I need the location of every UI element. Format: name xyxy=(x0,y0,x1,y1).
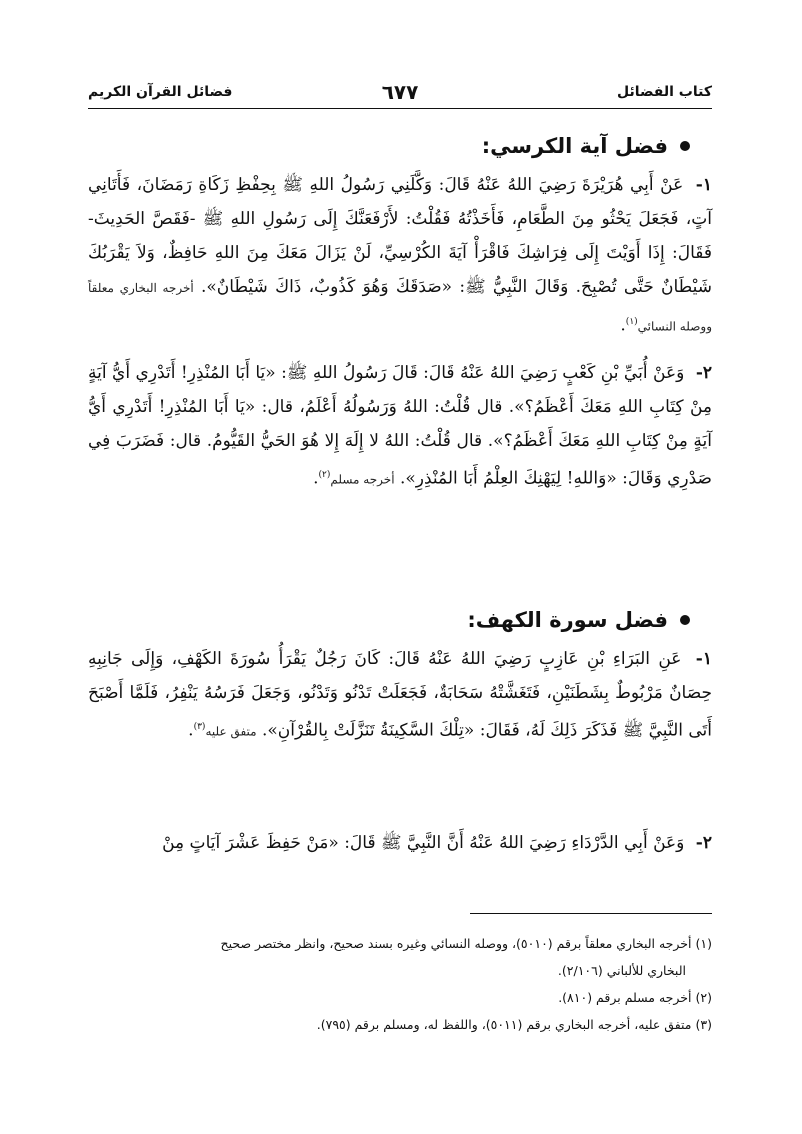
hadith-number: ١- xyxy=(695,649,712,669)
footnote-rule xyxy=(470,913,712,914)
hadith-source: أخرجه البخاري معلقاً ووصله النسائي xyxy=(88,281,712,334)
footnote-ref: (٢) xyxy=(318,470,331,480)
bullet-icon xyxy=(680,141,690,151)
footnotes xyxy=(88,930,712,1038)
hadith-text: وَعَنْ أُبَيِّ بْنِ كَعْبٍ رَضِيَ اللهُ عَنْهُ قَالَ: قَالَ رَسُولُ اللهِ ﷺ: «يَا أَبَا المُنْذِرِ! أَتَدْرِي أَيُّ آيَةٍ مِنْ كِتَابِ اللهِ مَعَكَ أَعْظَمُ؟». قال قُلْتُ: اللهُ وَرَسُولُهُ أَعْلَمُ، قال: «يَا أَبَا المُنْذِرِ! أَتَدْرِي أَيُّ آيَةٍ مِنْ كِتَابِ اللهِ مَعَكَ أَعْظَمُ؟». قال قُلْتُ: اللهُ لا إِلَهَ إِلا هُوَ الحَيُّ القَيُّومُ. قال: فَضَرَبَ فِي صَدْرِي وَقَالَ: «وَاللهِ! لِيَهْنِكَ العِلْمُ أَبَا المُنْذِرِ». xyxy=(88,363,712,489)
header-rule xyxy=(88,108,712,109)
hadith-paragraph: ٢- وَعَنْ أُبَيِّ بْنِ كَعْبٍ رَضِيَ اللهُ عَنْهُ قَالَ: قَالَ رَسُولُ اللهِ ﷺ: «يَا أَبَا المُنْذِرِ! أَتَدْرِي أَيُّ آيَةٍ مِنْ كِتَابِ اللهِ مَعَكَ أَعْظَمُ؟». قال قُلْتُ: اللهُ وَرَسُولُهُ أَعْلَمُ، قال: «يَا أَبَا المُنْذِرِ! أَتَدْرِي أَيُّ آيَةٍ مِنْ كِتَابِ اللهِ مَعَكَ أَعْظَمُ؟». قال قُلْتُ: اللهُ لا إِلَهَ إِلا هُوَ الحَيُّ القَيُّومُ. قال: فَضَرَبَ فِي صَدْرِي وَقَالَ: «وَاللهِ! لِيَهْنِكَ العِلْمُ أَبَا المُنْذِرِ». أخرجه مسلم$^{(٢)}$. xyxy=(88,363,713,489)
hadith-number: ٢- xyxy=(695,363,713,383)
footnote-text: أخرجه البخاري معلقاً برقم (٥٠١٠)، ووصله النسائي وغيره بسند صحيح، وانظر مختصر صحيح xyxy=(220,936,692,951)
footnote-ref: (٣) xyxy=(193,722,206,732)
hadith-text: عَنْ أَبِي هُرَيْرَةَ رَضِيَ اللهُ عَنْهُ قَالَ: وَكَّلَنِي رَسُولُ اللهِ ﷺ بِحِفْظِ زَكَاةِ رَمَضَانَ، فَأَتَانِي آتٍ، فَجَعَلَ يَحْثُو مِنَ الطَّعَامِ، فَأَخَذْتُهُ فَقُلْتُ: لأَرْفَعَنَّكَ إِلَى رَسُولِ اللهِ ﷺ -فَقَصَّ الحَدِيثَ- فَقَالَ: إِذَا أَوَيْتَ إِلَى فِرَاشِكَ فَاقْرَأْ آيَةَ الكُرْسِيِّ، لَنْ يَزَالَ مَعَكَ مِنَ اللهِ حَافِظٌ، وَلاَ يَقْرَبُكَ شَيْطَانٌ حَتَّى تُصْبِحَ. وَقَالَ النَّبِيُّ ﷺ: «صَدَقَكَ وَهُوَ كَذُوبٌ، ذَاكَ شَيْطَانٌ». xyxy=(88,175,712,297)
hadith-paragraph xyxy=(88,826,712,860)
book-title: كتاب الفضائل xyxy=(617,84,712,100)
hadith-text: وَعَنْ أَبِي الدَّرْدَاءِ رَضِيَ اللهُ عَنْهُ أَنَّ النَّبِيَّ ﷺ قَالَ: «مَنْ حَفِظَ عَشْرَ آيَاتٍ مِنْ xyxy=(162,833,685,853)
section-title: فضل سورة الكهف: xyxy=(467,608,668,632)
chapter-title: فضائل القرآن الكريم xyxy=(88,84,233,100)
footnote xyxy=(88,930,712,984)
hadith-source: متفق عليه xyxy=(205,724,257,739)
footnote-text: متفق عليه، أخرجه البخاري برقم (٥٠١١)، واللفظ له، ومسلم برقم (٧٩٥). xyxy=(316,1017,692,1032)
footnote-ref: (١) xyxy=(625,317,638,327)
hadith-number: ٢- xyxy=(695,833,712,853)
hadith-paragraph: ١- عَنِ البَرَاءِ بْنِ عَازِبٍ رَضِيَ اللهُ عَنْهُ قَالَ: كَانَ رَجُلٌ يَقْرَأُ سُورَةَ الكَهْفِ، وَإِلَى جَانِبِهِ حِصَانٌ مَرْبُوطٌ بِشَطَنَيْنِ، فَتَغَشَّتْهُ سَحَابَةٌ، فَجَعَلَتْ تَدْنُو وَتَدْنُو، وَجَعَلَ فَرَسُهُ يَنْفِرُ، فَلَمَّا أَصْبَحَ أَتَى النَّبِيَّ ﷺ فَذَكَرَ ذَلِكَ لَهُ، فَقَالَ: «تِلْكَ السَّكِينَةُ تَنَزَّلَتْ بِالقُرْآنِ». متفق عليه$^{(٣)}$. xyxy=(88,649,712,741)
hadith-paragraph: ١- عَنْ أَبِي هُرَيْرَةَ رَضِيَ اللهُ عَنْهُ قَالَ: وَكَّلَنِي رَسُولُ اللهِ ﷺ بِحِفْظِ زَكَاةِ رَمَضَانَ، فَأَتَانِي آتٍ، فَجَعَلَ يَحْثُو مِنَ الطَّعَامِ، فَأَخَذْتُهُ فَقُلْتُ: لأَرْفَعَنَّكَ إِلَى رَسُولِ اللهِ ﷺ -فَقَصَّ الحَدِيثَ- فَقَالَ: إِذَا أَوَيْتَ إِلَى فِرَاشِكَ فَاقْرَأْ آيَةَ الكُرْسِيِّ، لَنْ يَزَالَ مَعَكَ مِنَ اللهِ حَافِظٌ، وَلاَ يَقْرَبُكَ شَيْطَانٌ حَتَّى تُصْبِحَ. وَقَالَ النَّبِيُّ ﷺ: «صَدَقَكَ وَهُوَ كَذُوبٌ، ذَاكَ شَيْطَانٌ». أخرجه البخاري معلقاً ووصله النسائي$^{(١)}$. xyxy=(88,175,712,336)
footnote-mark: (٢) xyxy=(695,990,712,1005)
section-heading-ayat-al-kursi xyxy=(482,134,690,158)
section-title: فضل آية الكرسي: xyxy=(481,134,668,158)
bullet-icon xyxy=(680,615,690,625)
footnote-mark: (١) xyxy=(695,936,712,951)
running-header xyxy=(88,80,712,108)
footnote-text-continued: البخاري للألباني (٢/١٠٦). xyxy=(557,963,686,978)
footnote xyxy=(88,1011,712,1038)
hadith-number: ١- xyxy=(695,175,712,195)
page-number: ٦٧٧ xyxy=(381,80,419,104)
footnote xyxy=(88,984,712,1011)
footnote-mark: (٣) xyxy=(695,1017,712,1032)
hadith-text: عَنِ البَرَاءِ بْنِ عَازِبٍ رَضِيَ اللهُ عَنْهُ قَالَ: كَانَ رَجُلٌ يَقْرَأُ سُورَةَ الكَهْفِ، وَإِلَى جَانِبِهِ حِصَانٌ مَرْبُوطٌ بِشَطَنَيْنِ، فَتَغَشَّتْهُ سَحَابَةٌ، فَجَعَلَتْ تَدْنُو وَتَدْنُو، وَجَعَلَ فَرَسُهُ يَنْفِرُ، فَلَمَّا أَصْبَحَ أَتَى النَّبِيَّ ﷺ فَذَكَرَ ذَلِكَ لَهُ، فَقَالَ: «تِلْكَ السَّكِينَةُ تَنَزَّلَتْ بِالقُرْآنِ». xyxy=(88,649,712,741)
section-heading-surat-al-kahf xyxy=(467,608,690,632)
footnote-text: أخرجه مسلم برقم (٨١٠). xyxy=(558,990,692,1005)
hadith-source: أخرجه مسلم xyxy=(330,472,395,487)
